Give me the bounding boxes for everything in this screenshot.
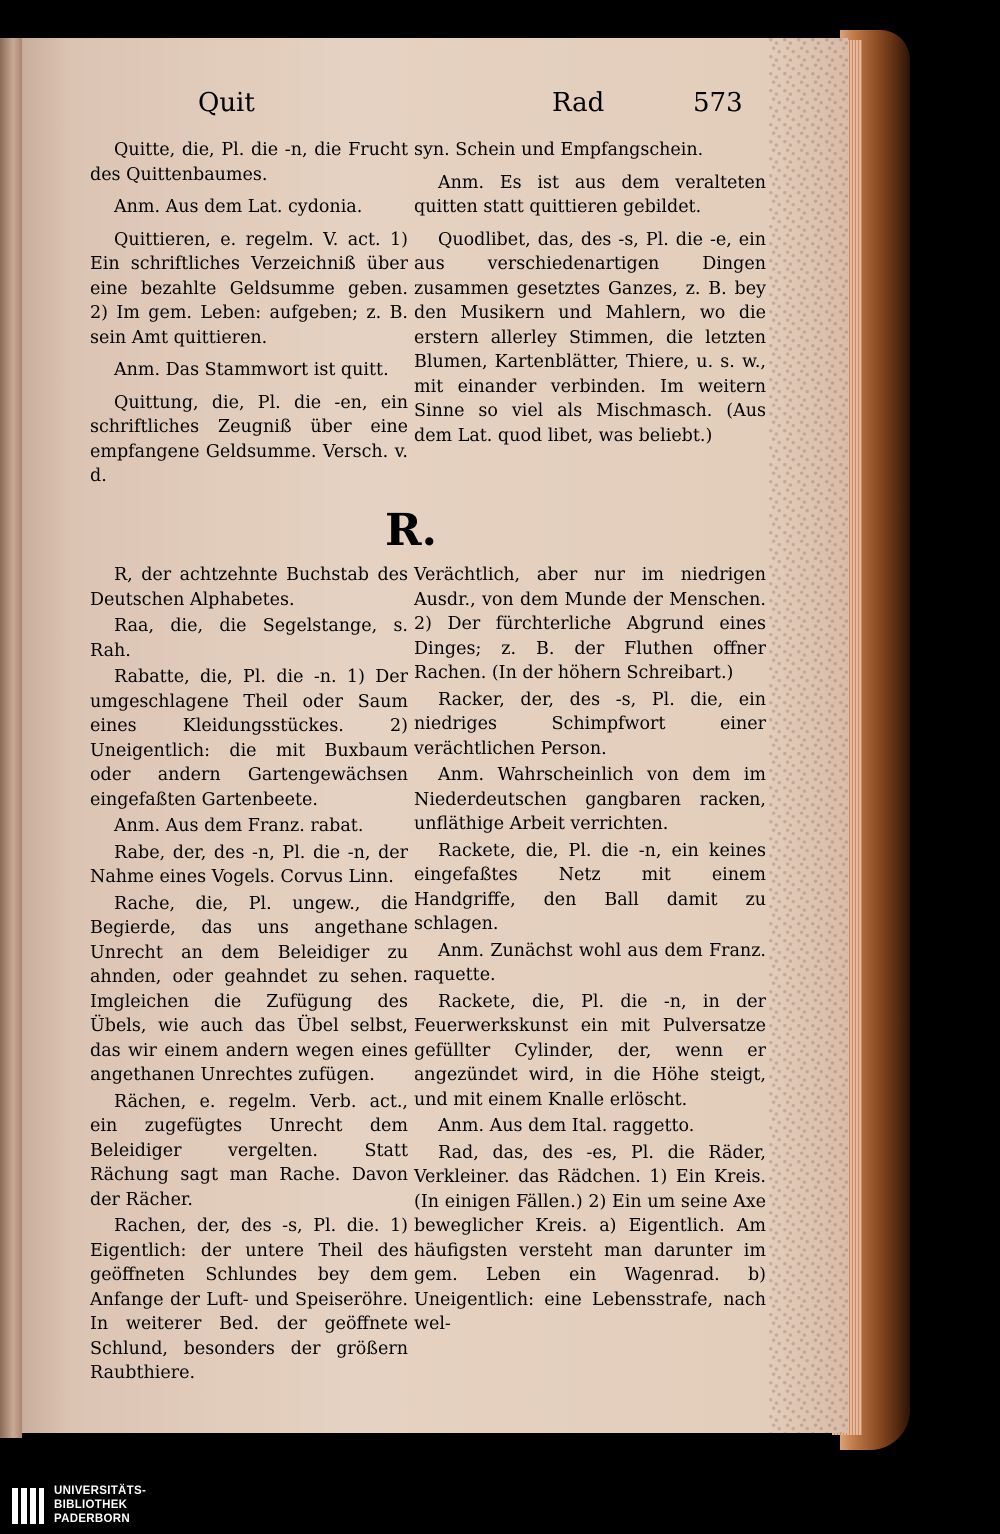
section-letter: R. bbox=[385, 505, 437, 556]
left-page-edge bbox=[0, 38, 22, 1438]
entry: Quodlibet, das, des -s, Pl. die -e, ein aus verschiedenartigen Dingen zusammen gesetztes Ganzes, z. B. bey den Musikern und Mahlern, wo die erstern allerley Stimmen, die letzten Blumen, Kartenblätter, Thiere, u. s. w., mit einander verbinden. Im weitern Sinne so viel als Mischmasch. (Aus dem Lat. quod libet, was beliebt.) bbox=[414, 229, 766, 446]
entry: Rackete, die, Pl. die -n, ein keines eingefaßtes Netz mit einem Handgriffe, den Ball damit zu schlagen. bbox=[414, 840, 766, 934]
entry-note: Anm. Zunächst wohl aus dem Franz. raquette. bbox=[414, 940, 766, 985]
entry-continuation: Verächtlich, aber nur im niedrigen Ausdr., von dem Munde der Menschen. 2) Der fürchterliche Abgrund eines Dinges; z. B. der Fluthen offner Rachen. (In der höhern Schreibart.) bbox=[414, 565, 766, 683]
page-number: 573 bbox=[693, 88, 743, 118]
column-bottom-right bbox=[414, 563, 766, 1339]
entry: Quittung, die, Pl. die -en, ein schriftliches Zeugniß über eine empfangene Geldsumme. Versch. v. d. bbox=[90, 392, 408, 486]
column-top-right bbox=[414, 138, 766, 456]
entry-note: Anm. Aus dem Ital. raggetto. bbox=[438, 1116, 695, 1136]
library-logo bbox=[8, 1484, 168, 1528]
entry: Quittieren, e. regelm. V. act. 1) Ein schriftliches Verzeichniß über eine bezahlte Geldsumme geben. 2) Im gem. Leben: aufgeben; z. B. sein Amt quittieren. bbox=[90, 229, 408, 348]
entry: Rache, die, Pl. ungew., die Begierde, das uns angethane Unrecht an dem Beleidiger zu ahnden, oder geahndet zu sehen. Imgleichen die Zufügung des Übels, wie auch das Übel selbst, das wir einem andern wegen eines angethanen Unrechtes zufügen. bbox=[90, 893, 408, 1085]
entry-note: Anm. Wahrscheinlich von dem im Niederdeutschen gangbaren racken, unfläthige Arbeit verrichten. bbox=[414, 765, 766, 834]
entry: R, der achtzehnte Buchstab des Deutschen Alphabetes. bbox=[90, 565, 408, 610]
entry: Racker, der, des -s, Pl. die, ein niedriges Schimpfwort einer verächtlichen Person. bbox=[414, 689, 766, 759]
entry-note: Anm. Aus dem Lat. cydonia. bbox=[114, 197, 363, 217]
entry: Raa, die, die Segelstange, s. Rah. bbox=[90, 616, 408, 661]
entry-note: Anm. Das Stammwort ist quitt. bbox=[114, 360, 389, 380]
column-bottom-left bbox=[90, 563, 408, 1388]
entry-note: Anm. Aus dem Franz. rabat. bbox=[114, 816, 364, 836]
logo-line-3: PADERBORN bbox=[54, 1513, 130, 1525]
entry-note: Anm. Es ist aus dem veralteten quitten statt quittieren gebildet. bbox=[414, 172, 766, 217]
entry: Rabe, der, des -n, Pl. die -n, der Nahme eines Vogels. Corvus Linn. bbox=[90, 842, 408, 887]
logo-line-2: BIBLIOTHEK bbox=[54, 1499, 128, 1511]
library-emblem-icon bbox=[10, 1486, 46, 1526]
entry: Rachen, der, des -s, Pl. die. 1) Eigentlich: der untere Theil des geöffneten Schlundes bey dem Anfange der Luft- und Speiseröhre. In weiterer Bed. der geöffnete Schlund, besonders der größern Raubthiere. bbox=[90, 1216, 408, 1383]
column-top-left bbox=[90, 138, 408, 497]
entry-continuation: syn. Schein und Empfangschein. bbox=[414, 140, 704, 160]
entry: Rabatte, die, Pl. die -n. 1) Der umgeschlagene Theil oder Saum eines Kleidungsstückes. 2) Uneigentlich: die mit Buxbaum oder andern Gartengewächsen eingefaßten Gartenbeete. bbox=[90, 667, 408, 810]
running-head-left: Quit bbox=[198, 88, 255, 118]
foxing-spots bbox=[768, 38, 848, 1433]
entry: Rächen, e. regelm. Verb. act., ein zugefügtes Unrecht dem Beleidiger vergelten. Statt Rächung sagt man Rache. Davon der Rächer. bbox=[90, 1091, 408, 1210]
entry: Rackete, die, Pl. die -n, in der Feuerwerkskunst ein mit Pulversatze gefüllter Cylinder, der, wenn er angezündet wird, in die Höhe steigt, und mit einem Knalle erlöscht. bbox=[414, 991, 766, 1110]
entry: Quitte, die, Pl. die -n, die Frucht des Quittenbaumes. bbox=[90, 140, 408, 185]
logo-line-1: UNIVERSITÄTS- bbox=[54, 1485, 147, 1497]
running-head-right: Rad bbox=[552, 88, 605, 118]
library-name bbox=[54, 1484, 146, 1526]
entry: Rad, das, des -es, Pl. die Räder, Verkleiner. das Rädchen. 1) Ein Kreis. (In einigen Fällen.) 2) Ein um seine Axe beweglicher Kreis. a) Eigentlich. Am häufigsten versteht man darunter im gem. Leben ein Wagenrad. b) Uneigentlich: eine Lebensstrafe, nach wel- bbox=[414, 1142, 766, 1334]
